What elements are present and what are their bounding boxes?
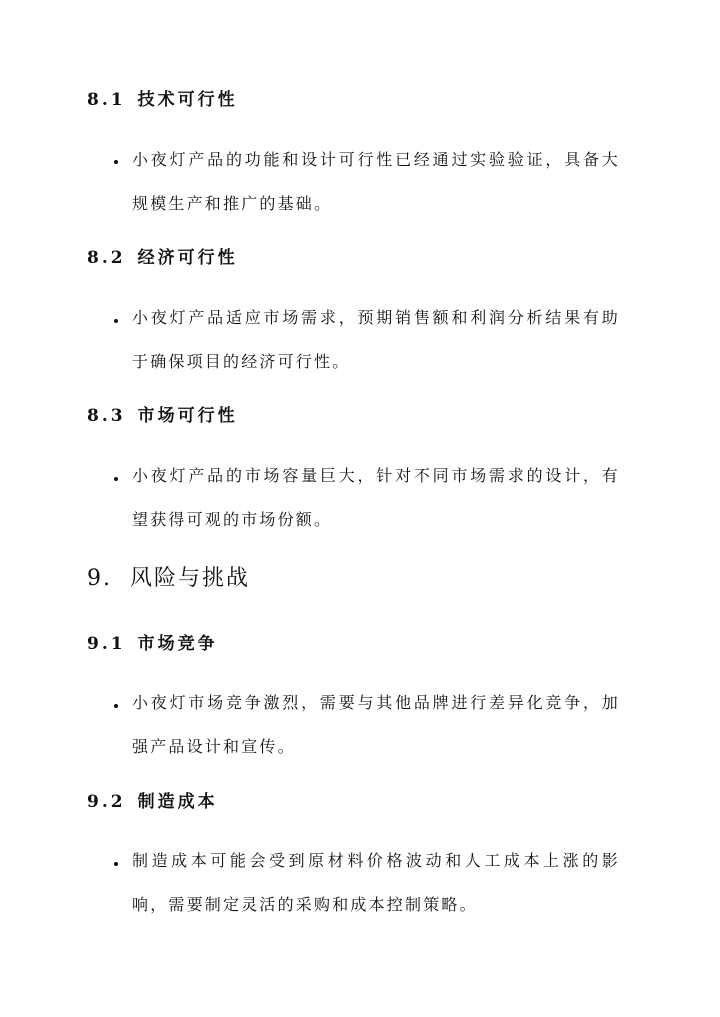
section-heading-8-1 (87, 89, 238, 111)
section-number: 8.3 (87, 406, 126, 426)
bullet-paragraph-9-1: 小夜灯市场竞争激烈，需要与其他品牌进行差异化竞争，加强产品设计和宣传。 (132, 693, 620, 756)
section-heading-9-2 (87, 791, 218, 813)
section-number: 8.1 (87, 90, 126, 110)
bullet-paragraph-8-2: 小夜灯产品适应市场需求，预期销售额和利润分析结果有助于确保项目的经济可行性。 (132, 308, 620, 371)
section-title: 市场可行性 (137, 406, 238, 426)
section-title: 技术可行性 (137, 90, 238, 110)
section-title: 经济可行性 (137, 248, 238, 268)
section-number: 8.2 (87, 248, 126, 268)
bullet-paragraph-9-2: 制造成本可能会受到原材料价格波动和人工成本上涨的影响，需要制定灵活的采购和成本控制策略。 (132, 851, 620, 914)
section-number: 9.1 (87, 634, 126, 654)
chapter-number: 9. (87, 566, 112, 591)
chapter-heading-9 (87, 565, 250, 593)
section-heading-8-3 (87, 405, 238, 427)
chapter-title: 风险与挑战 (130, 566, 251, 591)
section-title: 市场竞争 (137, 634, 218, 654)
bullet-paragraph-8-1: 小夜灯产品的功能和设计可行性已经通过实验验证，具备大规模生产和推广的基础。 (132, 150, 620, 213)
section-title: 制造成本 (137, 792, 218, 812)
bullet-icon (111, 149, 121, 171)
bullet-paragraph-8-3: 小夜灯产品的市场容量巨大，针对不同市场需求的设计，有望获得可观的市场份额。 (132, 466, 620, 529)
bullet-icon (111, 851, 121, 873)
section-heading-8-2 (87, 247, 238, 269)
bullet-icon (111, 693, 121, 715)
section-heading-9-1 (87, 633, 218, 655)
section-number: 9.2 (87, 792, 126, 812)
bullet-icon (111, 466, 121, 488)
bullet-icon (111, 308, 121, 330)
